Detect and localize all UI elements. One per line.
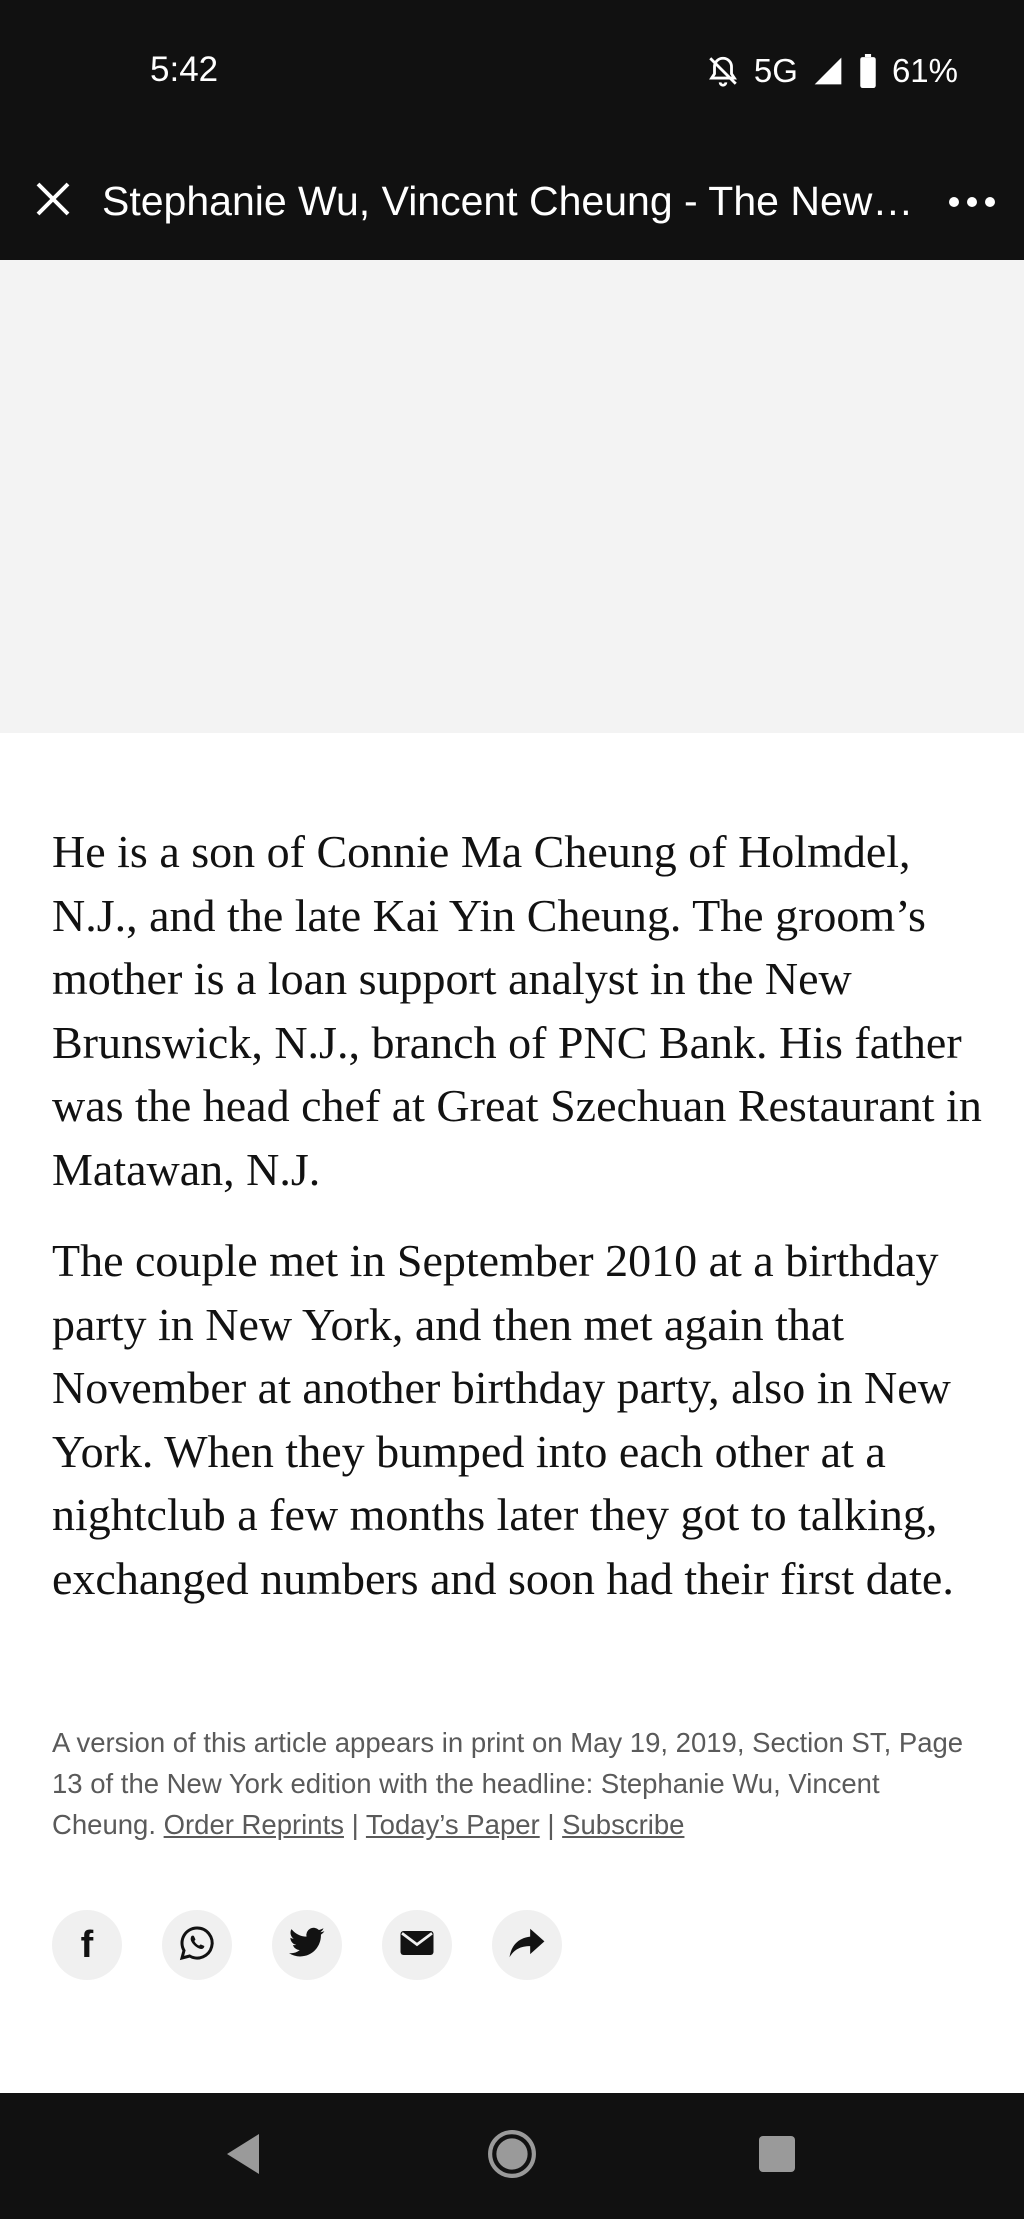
app-bar: [0, 150, 1024, 260]
order-reprints-link[interactable]: Order Reprints: [163, 1809, 344, 1840]
share-twitter-button[interactable]: [272, 1910, 342, 1980]
todays-paper-link[interactable]: Today’s Paper: [365, 1809, 540, 1840]
page-title: Stephanie Wu, Vincent Cheung - The New…: [102, 178, 914, 224]
status-bar: [0, 0, 1024, 150]
share-facebook-button[interactable]: [52, 1910, 122, 1980]
facebook-icon: f: [80, 1923, 94, 1966]
ad-placeholder: [0, 260, 1024, 733]
subscribe-link[interactable]: Subscribe: [562, 1809, 685, 1840]
battery-percent: 61%: [891, 52, 958, 89]
print-version-note: [52, 1722, 972, 1845]
signal-icon: [812, 55, 844, 87]
battery-icon: [858, 54, 878, 88]
close-button[interactable]: [24, 172, 82, 230]
share-icon: [508, 1927, 546, 1964]
share-email-button[interactable]: [382, 1910, 452, 1980]
more-options-icon: [947, 195, 997, 214]
share-tools: [52, 1910, 562, 1980]
status-time: 5:42: [150, 50, 219, 89]
recents-icon: [757, 2134, 797, 2179]
notifications-off-icon: [706, 53, 740, 89]
back-icon: [223, 2132, 263, 2181]
back-button[interactable]: [210, 2123, 276, 2189]
article-paragraph: The couple met in September 2010 at a birthday party in New York, and then met again that November at another birthday party, also in New York. When they bumped into each other at a nightclub a few months later they got to talking, exchanged numbers and soon had their first date.: [52, 1235, 954, 1604]
status-indicators: [706, 52, 958, 90]
twitter-icon: [288, 1926, 326, 1965]
more-options-button[interactable]: [942, 176, 1002, 232]
recents-button[interactable]: [744, 2123, 810, 2189]
whatsapp-icon: [177, 1923, 217, 1968]
article-body: [52, 820, 992, 1638]
link-separator: |: [547, 1809, 555, 1840]
home-button[interactable]: [479, 2123, 545, 2189]
system-nav-bar: [0, 2093, 1024, 2219]
network-type: 5G: [753, 52, 798, 89]
share-whatsapp-button[interactable]: [162, 1910, 232, 1980]
link-separator: |: [351, 1809, 359, 1840]
close-icon: [33, 179, 73, 224]
article-paragraph: He is a son of Connie Ma Cheung of Holmdel, N.J., and the late Kai Yin Cheung. The groom’s mother is a loan support analyst in the New Brunswick, N.J., branch of PNC Bank. His father was the head chef at Great Szechuan Restaurant in Matawan, N.J.: [52, 826, 982, 1195]
home-icon: [487, 2129, 537, 2184]
print-version-text: A version of this article appears in print on May 19, 2019, Section ST, Page 13 of the New York edition with the headline: Stephanie Wu, Vincent Cheung.: [52, 1727, 964, 1840]
share-more-button[interactable]: [492, 1910, 562, 1980]
email-icon: [399, 1929, 435, 1962]
